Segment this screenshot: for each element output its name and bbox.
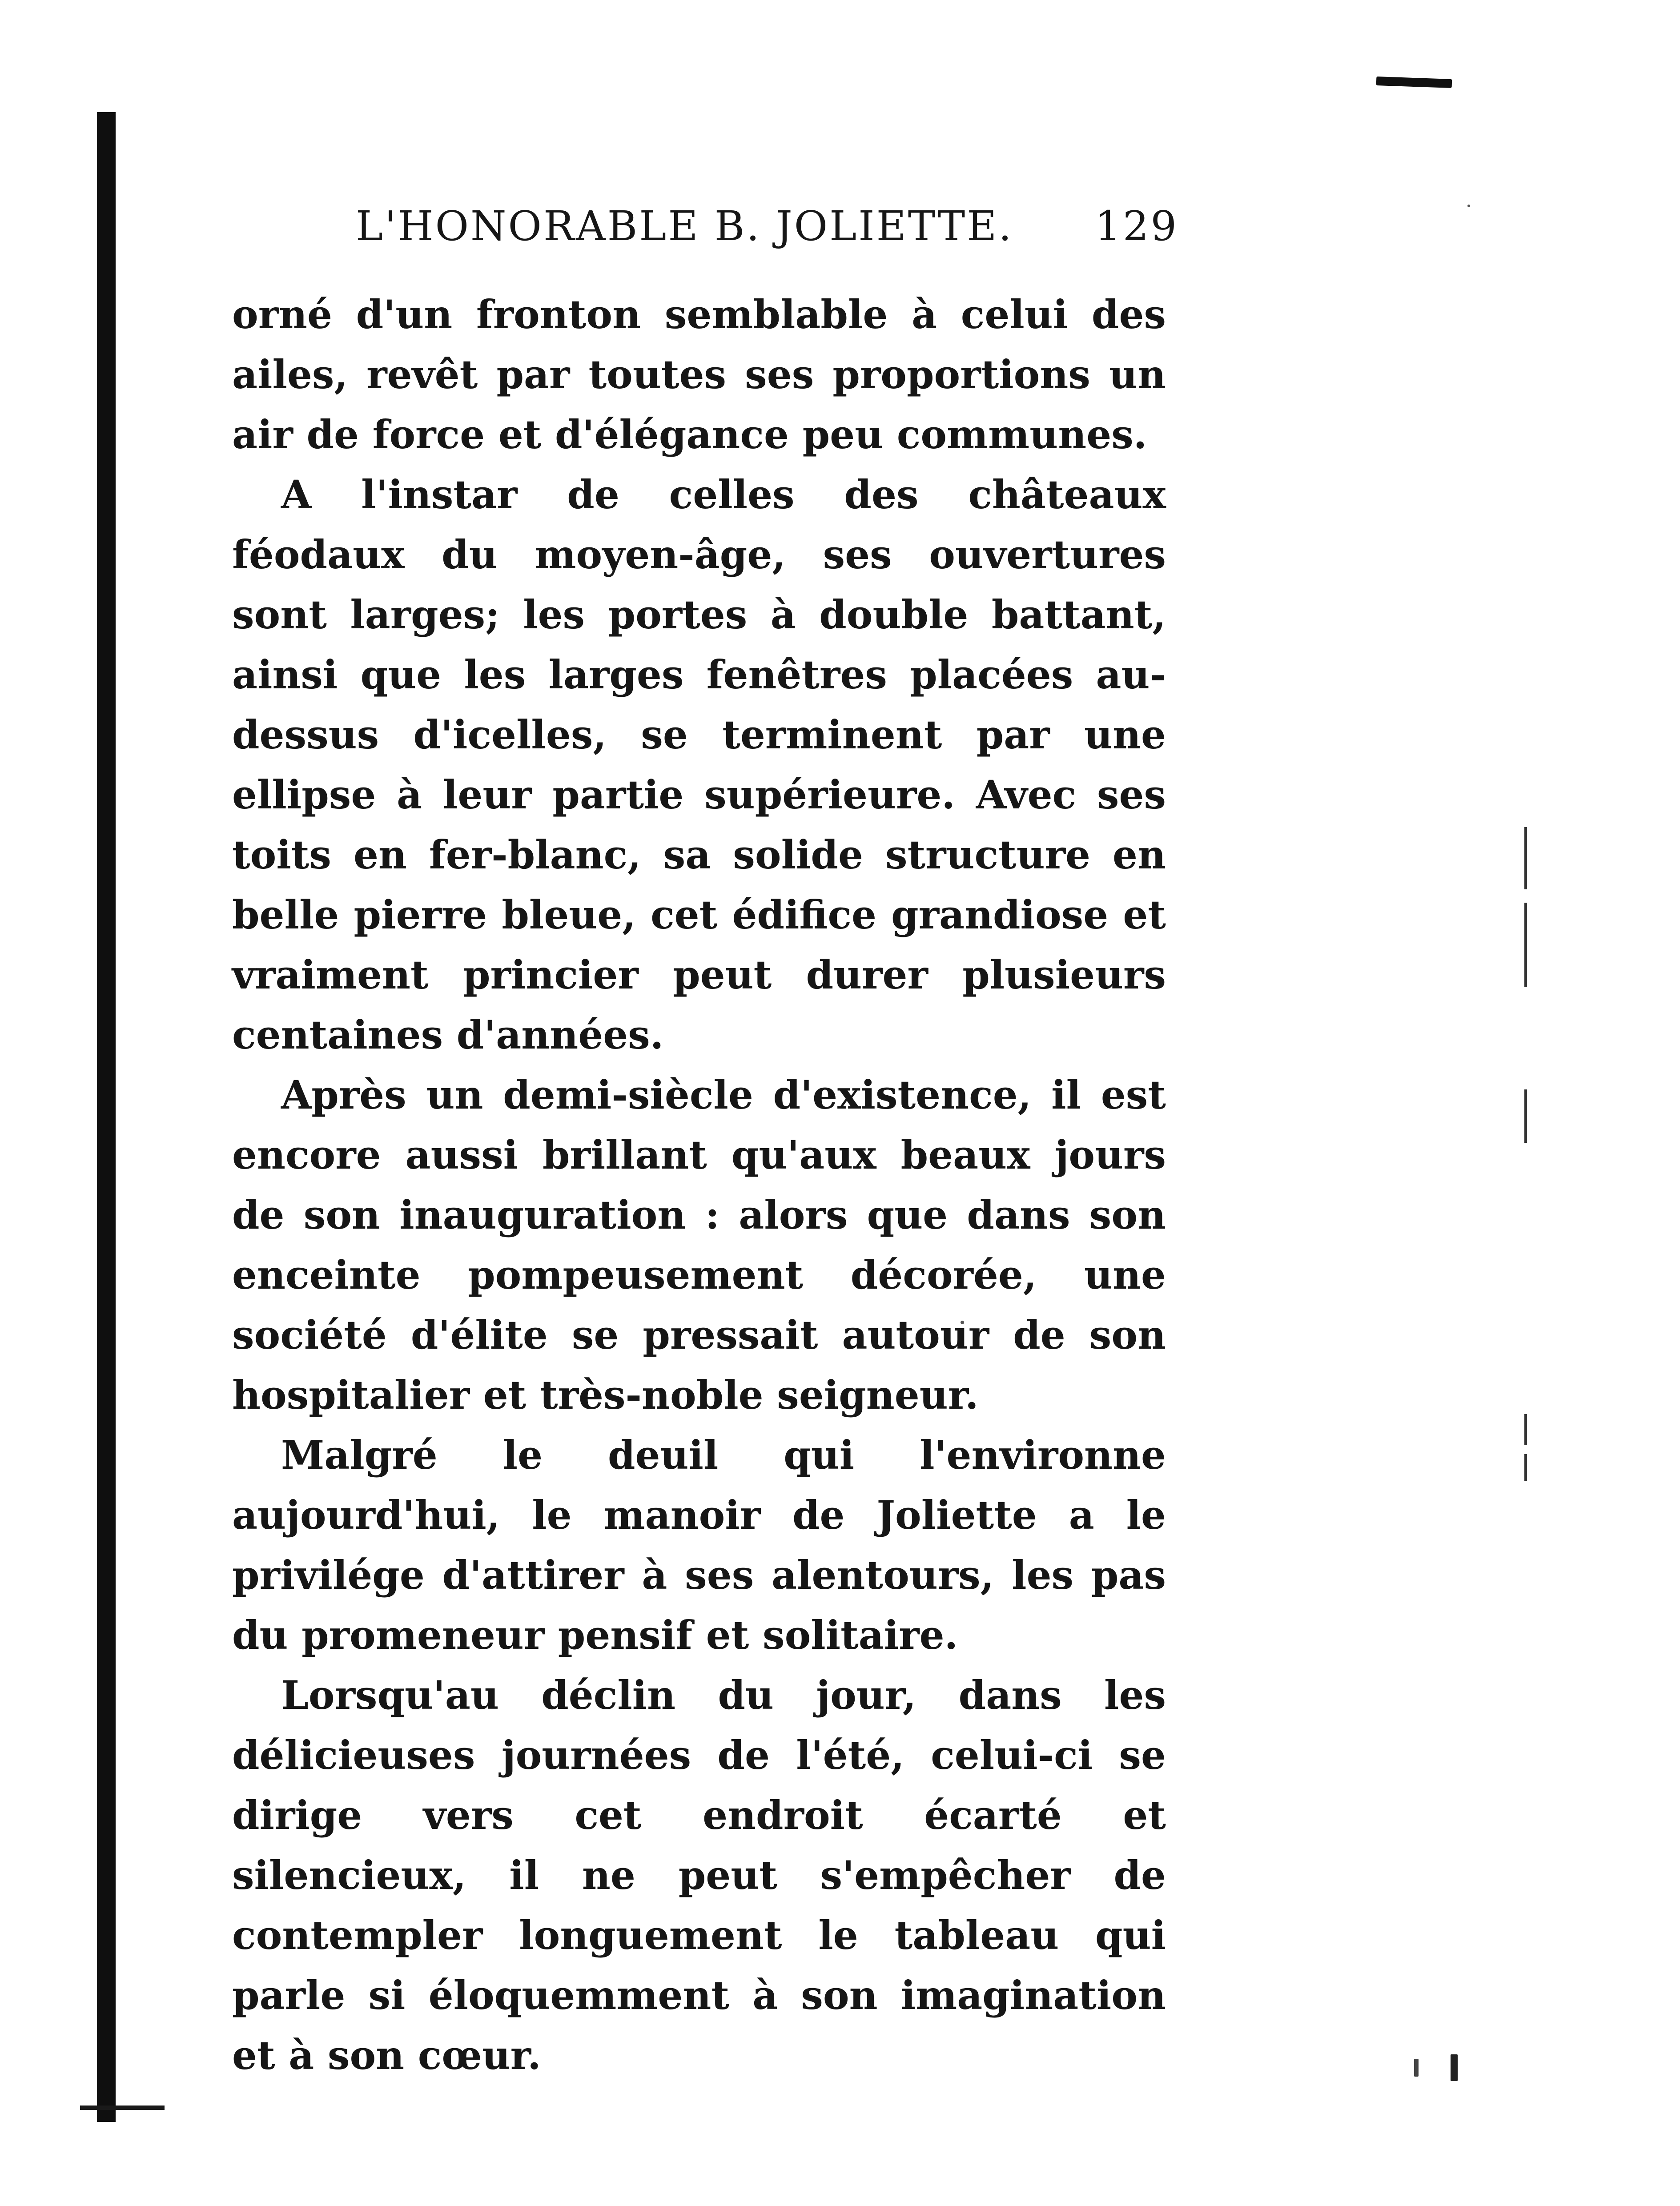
scan-speck xyxy=(1414,2059,1419,2077)
body-text xyxy=(232,285,1166,2085)
binding-shadow-foot xyxy=(80,2106,165,2110)
binding-shadow xyxy=(97,112,116,2122)
scan-artifact xyxy=(1524,1454,1527,1481)
scan-artifact xyxy=(1524,903,1527,987)
paragraph: Après un demi-siècle d'existence, il est encore aussi brillant qu'aux beaux jours de son inauguration : alors que dans son enceinte pompeusement décorée, une société d'élite se pressait autour de son hospitalier et très-noble seigneur. xyxy=(232,1072,1166,1418)
scan-speck xyxy=(1467,205,1470,207)
paragraph: orné d'un fronton semblable à celui des ailes, revêt par toutes ses proportions un air de force et d'élégance peu communes. xyxy=(232,291,1166,458)
scan-artifact xyxy=(1376,76,1452,88)
scan-speck xyxy=(1451,2054,1458,2081)
running-title: L'HONORABLE B. JOLIETTE. xyxy=(356,202,1013,250)
scan-artifact xyxy=(1524,1414,1527,1445)
scan-artifact xyxy=(1524,827,1527,889)
running-header xyxy=(356,202,1178,265)
page-number: 129 xyxy=(1095,202,1178,250)
paragraph: Lorsqu'au déclin du jour, dans les délicieuses journées de l'été, celui-ci se dirige vers cet endroit écarté et silencieux, il ne peut s'empêcher de contempler longuement le tableau qui parle si éloquemment à son imagination et à son cœur. xyxy=(232,1672,1166,2078)
paragraph: Malgré le deuil qui l'environne aujourd'hui, le manoir de Joliette a le privilége d'attirer à ses alentours, les pas du promeneur pensif et solitaire. xyxy=(232,1432,1166,1658)
scan-artifact xyxy=(1524,1089,1527,1143)
paragraph: A l'instar de celles des châteaux féodaux du moyen-âge, ses ouvertures sont larges; les portes à double battant, ainsi que les larges fenêtres placées au-dessus d'icelles, se terminent par une ellipse à leur partie supérieure. Avec ses toits en fer-blanc, sa solide structure en belle pierre bleue, cet édifice grandiose et vraiment princier peut durer plusieurs centaines d'années. xyxy=(232,471,1166,1058)
